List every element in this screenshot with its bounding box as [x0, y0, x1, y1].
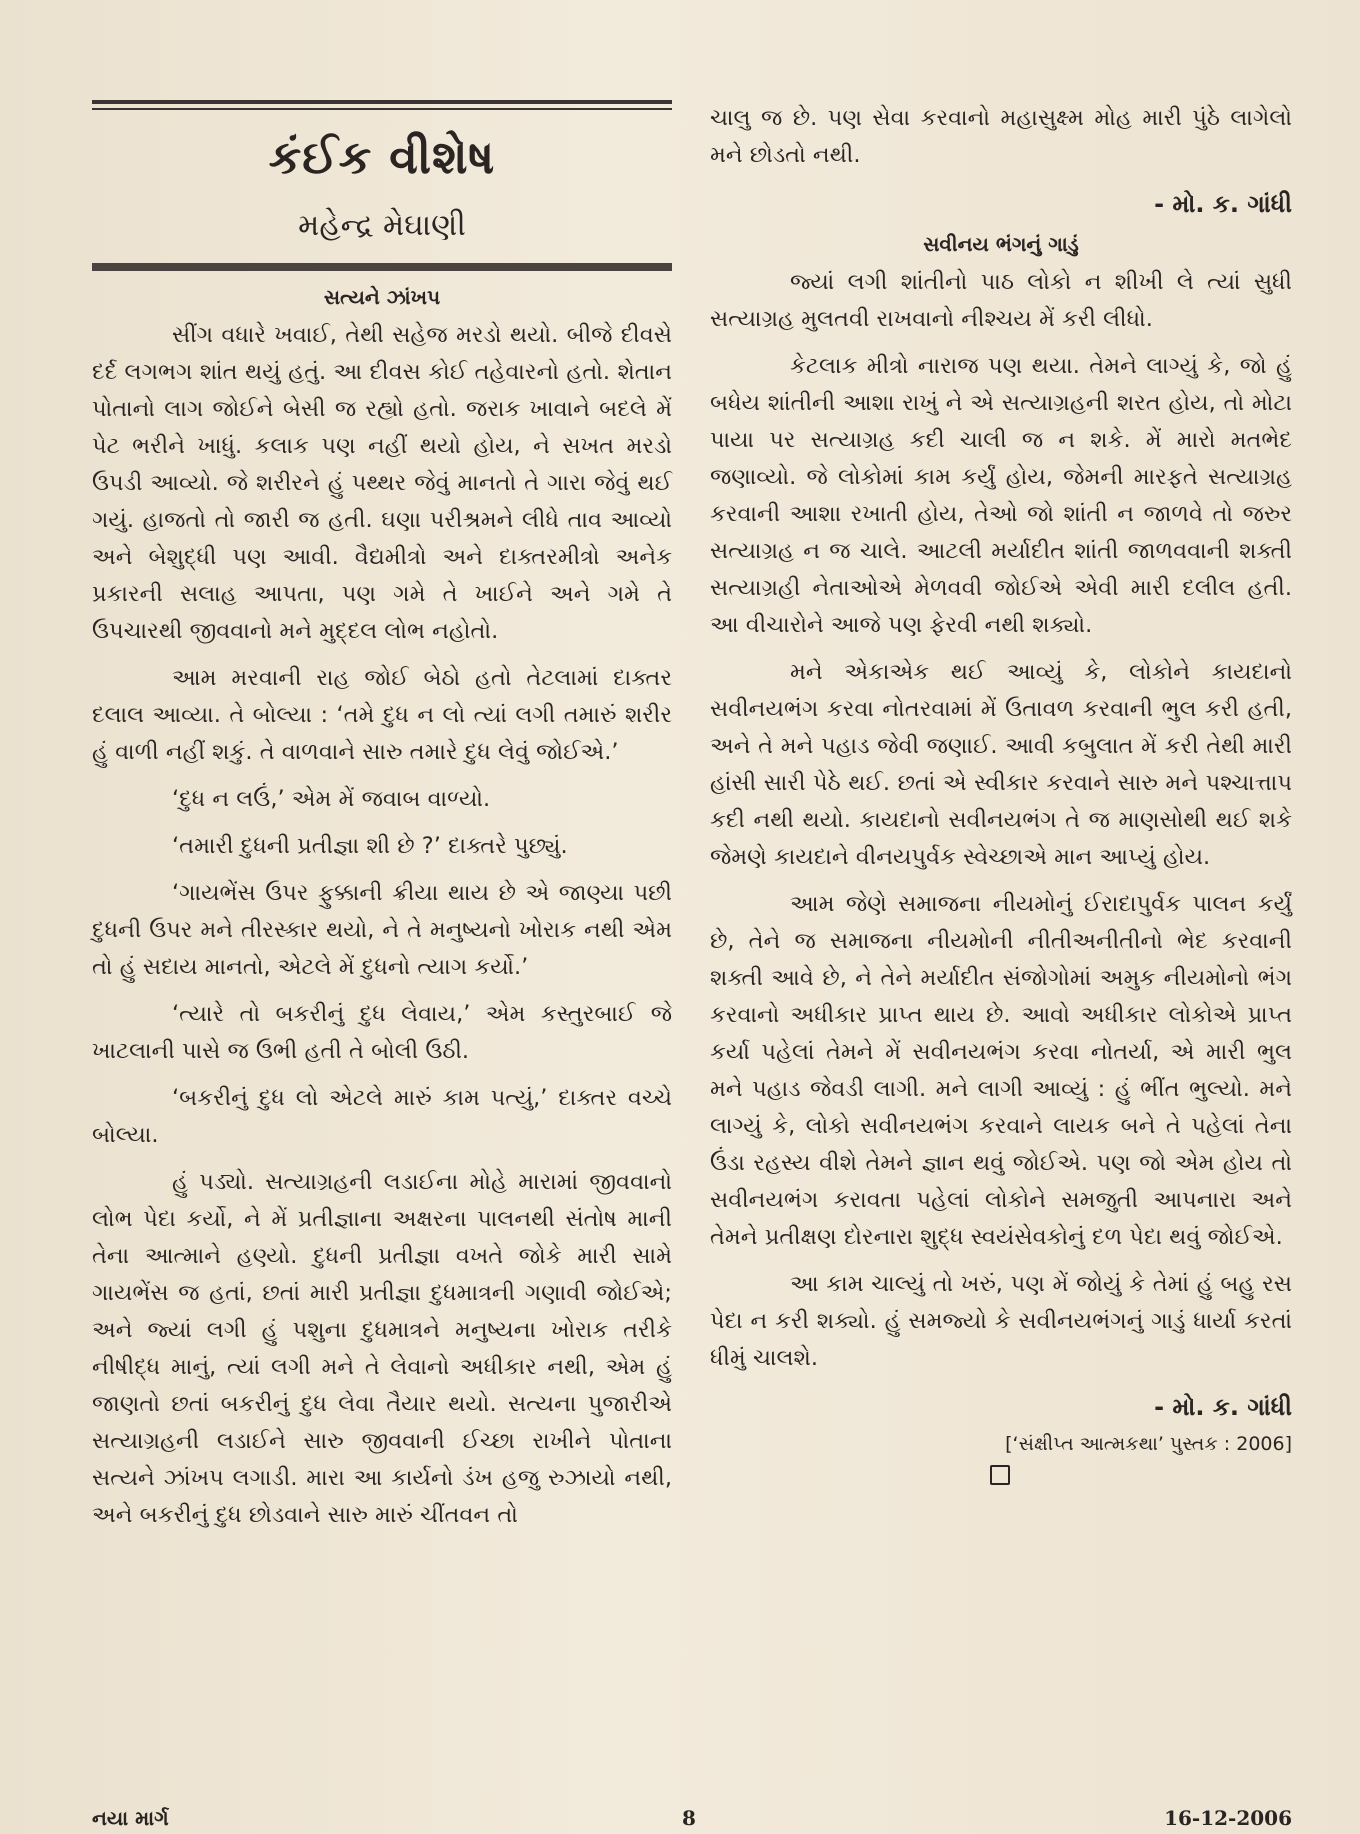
paragraph: ‘તમારી દુધની પ્રતીજ્ઞા શી છે ?’ દાક્તરે પુછ્યું. [172, 833, 568, 859]
paragraph: ‘ત્યારે તો બકરીનું દુધ લેવાય,’ એમ કસ્તુરબાઈ જે ખાટલાની પાસે જ ઉભી હતી તે બોલી ઉઠી. [92, 1001, 672, 1064]
author-name: મહેન્દ્ર મેઘાણી [298, 208, 466, 243]
top-rule [92, 100, 672, 104]
page-title: કંઈક વીશેષ [268, 130, 496, 184]
end-mark-icon [990, 1465, 1010, 1485]
signature: - મો. ક. ગાંધી [1154, 1393, 1292, 1421]
paragraph: ‘ગાયભેંસ ઉપર ફુક્કાની ક્રીયા થાય છે એ જાણ્યા પછી દુધની ઉપર મને તીરસ્કાર થયો, ને તે મનુષ્યનો ખોરાક નથી એમ તો હું સદાય માનતો, એટલે મેં દુધનો ત્યાગ કર્યો.’ [92, 880, 672, 980]
section-heading: સવીનય ભંગનું ગાડું [923, 232, 1079, 256]
page-number: 8 [682, 1806, 696, 1830]
section-heading: સત્યને ઝાંખપ [323, 285, 441, 309]
paragraph-continued: હું પડ્યો. સત્યાગ્રહની લડાઈના મોહે મારામાં જીવવાનો લોભ પેદા કર્યો, ને મેં પ્રતીજ્ઞાના અક્ષરના પાલનથી સંતોષ માની તેના આત્માને હણ્યો. દુધની પ્રતીજ્ઞા વખતે જોકે મારી સામે ગાયભેંસ જ હતાં, છતાં મારી પ્રતીજ્ઞા દુધમાત્રની ગણાવી જોઈએ; અને જ્યાં લગી હું પશુના દુધમાત્રને મનુષ્યના ખોરાક તરીકે નીષીદ્ધ માનું, ત્યાં લગી મને તે લેવાનો અધીકાર નથી, એમ હું જાણતો છતાં બકરીનું દુધ લેવા તૈયાર થયો. સત્યના પુજારીએ સત્યાગ્રહની લડાઈને સારુ જીવવાની ઈચ્છા રાખીને પોતાના સત્યને ઝાંખપ લગાડી. મારા આ કાર્યનો ડંખ હજુ રુઝાયો નથી, અને બકરીનું દુધ છોડવાને સારુ મારું ચીંતવન તો [92, 1169, 672, 1528]
paragraph: ‘દુધ ન લઉં,’ એમ મેં જવાબ વાળ્યો. [172, 786, 491, 812]
paragraph: ‘બકરીનું દુધ લો એટલે મારું કામ પત્યું,’ દાક્તર વચ્ચે બોલ્યા. [92, 1085, 672, 1148]
top-rule-thin [92, 108, 672, 110]
source-citation: [‘સંક્ષીપ્ત આત્મકથા’ પુસ્તક : 2006] [1005, 1433, 1292, 1455]
paragraph: સીંગ વધારે ખવાઈ, તેથી સહેજ મરડો થયો. બીજે દીવસે દર્દ લગભગ શાંત થયું હતું. આ દીવસ કોઈ તહેવારનો હતો. શેતાન પોતાનો લાગ જોઈને બેસી જ રહ્યો હતો. જરાક ખાવાને બદલે મેં પેટ ભરીને ખાધું. કલાક પણ નહીં થયો હોય, ને સખત મરડો ઉપડી આવ્યો. જે શરીરને હું પથ્થર જેવું માનતો તે ગારા જેવું થઈ ગયું. હાજતો તો જારી જ હતી. ઘણા પરીશ્રમને લીધે તાવ આવ્યો અને બેશુદ્ધી પણ આવી. વૈદ્યમીત્રો અને દાક્તરમીત્રો અનેક પ્રકારની સલાહ આપતા, પણ ગમે તે ખાઈને અને ગમે તે ઉપચારથી જીવવાનો મને મુદ્દલ લોભ નહોતો. [92, 322, 672, 644]
paragraph: મને એકાએક થઈ આવ્યું કે, લોકોને કાયદાનો સવીનયભંગ કરવા નોતરવામાં મેં ઉતાવળ કરવાની ભુલ કરી હતી, અને તે મને પહાડ જેવી જણાઈ. આવી કબુલાત મેં કરી તેથી મારી હાંસી સારી પેઠે થઈ. છતાં એ સ્વીકાર કરવાને સારુ મને પશ્ચાત્તાપ કદી નથી થયો. કાયદાનો સવીનયભંગ તે જ માણસોથી થઈ શકે જેમણે કાયદાને વીનયપુર્વક સ્વેચ્છાએ માન આપ્યું હોય. [710, 659, 1292, 870]
paragraph: કેટલાક મીત્રો નારાજ પણ થયા. તેમને લાગ્યું કે, જો હું બધેય શાંતીની આશા રાખું ને એ સત્યાગ્રહની શરત હોય, તો મોટા પાયા પર સત્યાગ્રહ કદી ચાલી જ ન શકે. મેં મારો મતભેદ જણાવ્યો. જે લોકોમાં કામ કર્યું હોય, જેમની મારફતે સત્યાગ્રહ કરવાની આશા રખાતી હોય, તેઓ જો શાંતી ન જાળવે તો જરુર સત્યાગ્રહ ન જ ચાલે. આટલી મર્યાદીત શાંતી જાળવવાની શક્તી સત્યાગ્રહી નેતાઓએ મેળવવી જોઈએ એવી મારી દલીલ હતી. આ વીચારોને આજે પણ ફેરવી નથી શક્યો. [710, 353, 1292, 638]
left-column [92, 100, 672, 1534]
signature: - મો. ક. ગાંધી [1154, 190, 1292, 218]
right-column [710, 100, 1292, 1485]
paragraph-continuation: ચાલુ જ છે. પણ સેવા કરવાનો મહાસુક્ષ્મ મોહ મારી પુંઠે લાગેલો મને છોડતો નથી. [710, 105, 1292, 168]
paragraph: આમ જેણે સમાજના નીયમોનું ઈરાદાપુર્વક પાલન કર્યું છે, તેને જ સમાજના નીયમોની નીતીઅનીતીનો ભેદ કરવાની શક્તી આવે છે, ને તેને મર્યાદીત સંજોગોમાં અમુક નીયમોનો ભંગ કરવાનો અધીકાર પ્રાપ્ત થાય છે. આવો અધીકાર લોકોએ પ્રાપ્ત કર્યા પહેલાં તેમને મેં સવીનયભંગ કરવા નોતર્યા, એ મારી ભુલ મને પહાડ જેવડી લાગી. મને લાગી આવ્યું : હું ભીંત ભુલ્યો. મને લાગ્યું કે, લોકો સવીનયભંગ કરવાને લાયક બને તે પહેલાં તેના ઉંડા રહસ્ય વીશે તેમને જ્ઞાન થવું જોઈએ. પણ જો એમ હોય તો સવીનયભંગ કરાવતા પહેલાં લોકોને સમજુતી આપનારા અને તેમને પ્રતીક્ષણ દોરનારા શુદ્ધ સ્વયંસેવકોનું દળ પેદા થવું જોઈએ. [710, 891, 1292, 1250]
paragraph: જ્યાં લગી શાંતીનો પાઠ લોકો ન શીખી લે ત્યાં સુધી સત્યાગ્રહ મુલતવી રાખવાનો નીશ્ચય મેં કરી લીધો. [710, 269, 1292, 332]
issue-date: 16-12-2006 [1164, 1806, 1292, 1830]
magazine-name: નયા માર્ગ [92, 1806, 169, 1830]
divider-bar [92, 263, 672, 271]
paragraph: આ કામ ચાલ્યું તો ખરું, પણ મેં જોયું કે તેમાં હું બહુ રસ પેદા ન કરી શક્યો. હું સમજ્યો કે સવીનયભંગનું ગાડું ધાર્યા કરતાં ધીમું ચાલશે. [710, 1271, 1292, 1371]
paragraph: આમ મરવાની રાહ જોઈ બેઠો હતો તેટલામાં દાક્તર દલાલ આવ્યા. તે બોલ્યા : ‘તમે દુધ ન લો ત્યાં લગી તમારું શરીર હું વાળી નહીં શકું. તે વાળવાને સારુ તમારે દુધ લેવું જોઈએ.’ [92, 665, 672, 765]
